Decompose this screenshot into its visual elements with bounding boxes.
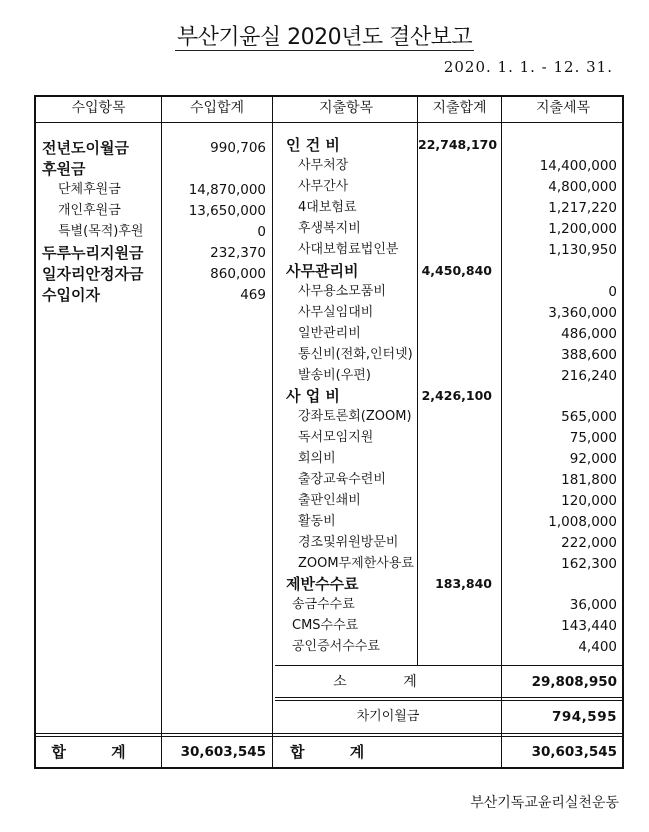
expense-item: 후생복지비	[298, 221, 361, 236]
expense-detail: 388,600	[561, 347, 617, 363]
expense-detail: 0	[608, 284, 617, 300]
expense-item: 사무처장	[298, 158, 349, 173]
expense-detail: 4,800,000	[548, 179, 617, 195]
income-value: 14,870,000	[188, 182, 266, 198]
expense-detail: 216,240	[561, 368, 617, 384]
header-divider	[34, 122, 624, 123]
expense-total: 22,748,170	[418, 137, 498, 152]
expense-detail: 143,440	[561, 618, 617, 634]
expense-item: 송금수수료	[292, 597, 355, 612]
expense-item: 사대보험료법인분	[298, 242, 399, 257]
header-expense-detail: 지출세목	[535, 100, 591, 116]
expense-detail: 120,000	[561, 493, 617, 509]
income-label: 특별(목적)후원	[58, 224, 144, 239]
row-divider	[275, 697, 624, 698]
expense-item: 공인증서수수료	[292, 639, 380, 654]
header-expense-item: 지출항목	[318, 100, 374, 116]
expense-item: 강좌토론회(ZOOM)	[298, 409, 412, 424]
header-income-total: 수입합계	[189, 100, 245, 116]
subtotal-value: 29,808,950	[531, 674, 617, 690]
expense-detail: 36,000	[569, 597, 617, 613]
expense-item: 출장교육수련비	[298, 472, 386, 487]
expense-item: CMS수수료	[292, 618, 359, 633]
expense-detail: 92,000	[569, 451, 617, 467]
expense-item: 출판인쇄비	[298, 493, 361, 508]
expense-item: 회의비	[298, 451, 336, 466]
income-label: 전년도이월금	[42, 139, 129, 157]
header-expense-total: 지출합계	[432, 100, 487, 116]
expense-detail: 1,217,220	[548, 200, 617, 216]
row-divider	[275, 700, 624, 701]
income-label: 단체후원금	[58, 182, 121, 197]
income-value: 469	[240, 287, 266, 303]
expense-item: 사무간사	[298, 179, 349, 194]
income-value: 0	[257, 224, 266, 240]
report-period: 2020. 1. 1. - 12. 31.	[443, 58, 613, 76]
expense-detail: 181,800	[561, 472, 617, 488]
income-label: 개인후원금	[58, 203, 121, 218]
expense-item: 통신비(전화,인터넷)	[298, 347, 413, 362]
expense-category: 사 업 비	[286, 387, 340, 405]
income-value: 232,370	[210, 245, 266, 261]
expense-grand-total-value: 30,603,545	[531, 744, 617, 760]
row-divider	[34, 736, 624, 737]
expense-category: 제반수수료	[286, 575, 359, 593]
income-label: 수입이자	[42, 286, 100, 304]
expense-item: 4대보험료	[298, 200, 357, 215]
expense-category: 사무관리비	[286, 262, 359, 280]
row-divider	[275, 665, 624, 666]
expense-grand-total-label: 합 계	[290, 743, 385, 761]
expense-detail: 75,000	[569, 430, 617, 446]
expense-detail: 1,130,950	[548, 242, 617, 258]
expense-detail: 4,400	[578, 639, 617, 655]
expense-detail: 222,000	[561, 535, 617, 551]
expense-category: 인 건 비	[286, 136, 340, 154]
income-label: 후원금	[42, 160, 86, 178]
expense-item: 일반관리비	[298, 326, 361, 341]
expense-detail: 1,200,000	[548, 221, 617, 237]
expense-detail: 3,360,000	[548, 305, 617, 321]
expense-total: 183,840	[435, 576, 492, 591]
expense-detail: 162,300	[561, 556, 617, 572]
income-grand-total-label: 합 계	[51, 743, 146, 761]
expense-item: 사무용소모품비	[298, 284, 386, 299]
carryover-value: 794,595	[552, 709, 617, 725]
expense-item: 사무실임대비	[298, 305, 374, 320]
col-divider-double	[272, 95, 275, 769]
subtotal-label: 소 계	[333, 674, 443, 690]
income-label: 두루누리지원금	[42, 244, 144, 262]
expense-total: 4,450,840	[421, 263, 492, 278]
income-grand-total-value: 30,603,545	[180, 744, 266, 760]
expense-item: 경조및위원방문비	[298, 535, 399, 550]
page-title: 부산기윤실 2020년도 결산보고	[176, 25, 473, 50]
expense-item: 발송비(우편)	[298, 368, 371, 383]
carryover-label: 차기이월금	[356, 709, 420, 724]
expense-detail: 1,008,000	[548, 514, 617, 530]
expense-detail: 14,400,000	[539, 158, 617, 174]
organization-name: 부산기독교윤리실천운동	[470, 795, 619, 811]
header-income-item: 수입항목	[71, 100, 126, 116]
expense-item: 독서모임지원	[298, 430, 374, 445]
expense-item: ZOOM무제한사용료	[298, 556, 414, 571]
income-value: 860,000	[210, 266, 266, 282]
row-divider	[34, 733, 624, 734]
income-value: 13,650,000	[188, 203, 266, 219]
expense-total: 2,426,100	[421, 388, 492, 403]
income-value: 990,706	[210, 140, 266, 156]
income-label: 일자리안정자금	[42, 265, 144, 283]
expense-detail: 565,000	[561, 409, 617, 425]
expense-detail: 486,000	[561, 326, 617, 342]
expense-item: 활동비	[298, 514, 336, 529]
